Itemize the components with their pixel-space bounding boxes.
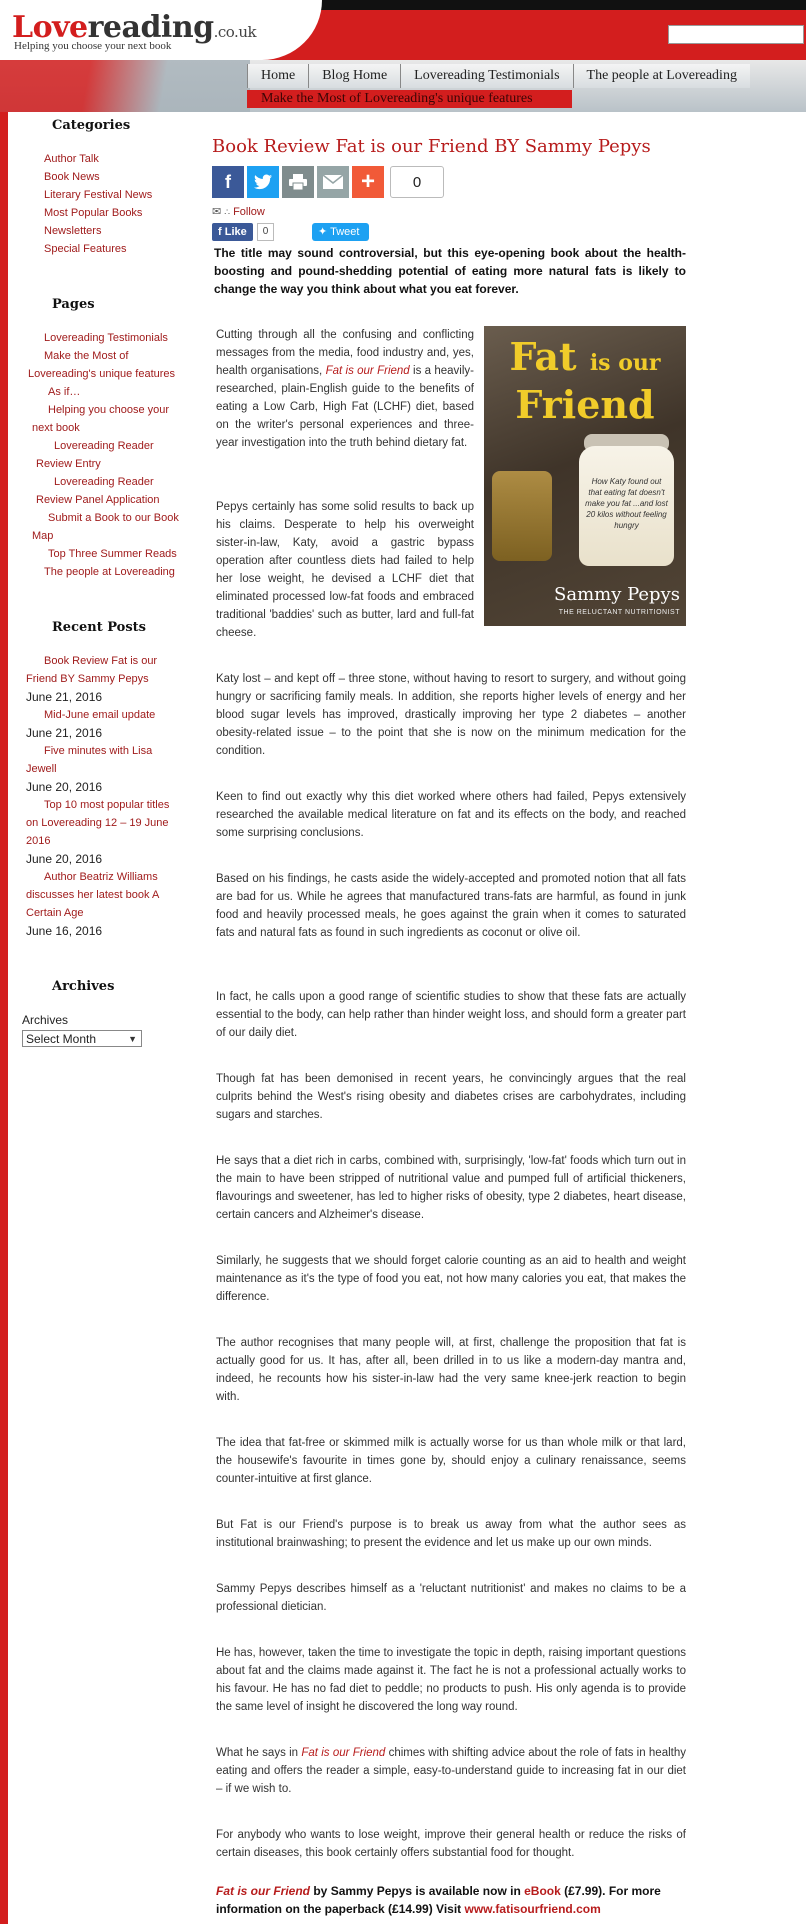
like-label: Like (224, 226, 247, 238)
follow-link[interactable] (212, 205, 265, 218)
page-link[interactable]: As if… (32, 384, 184, 401)
post-paragraph (216, 1744, 686, 1798)
recent-post-link[interactable]: discusses her latest book A (26, 887, 178, 904)
recent-post-link[interactable]: Certain Age (26, 905, 178, 922)
share-bar (212, 166, 444, 198)
book-title-emphasis: Fat is our Friend (325, 365, 410, 377)
paragraph-text: chimes with shifting advice about the role of fats in healthy eating and offers the reader a simple, easy-to-understand guide to increasing fat in our diet – if we wish to. (216, 1747, 686, 1795)
nav-subitem[interactable]: Make the Most of Lovereading's unique features (247, 90, 572, 108)
paragraph-text: is a heavily-researched, plain-English guide to the benefits of eating a Low Carb, High Fat (LCHF) diet, based on the writer's personal experiences and three-year investigation into the truth behind dietary fat. (216, 365, 474, 449)
recent-posts-title: Recent Posts (52, 620, 146, 635)
recent-post-date: June 20, 2016 (26, 780, 103, 794)
page-link[interactable]: Lovereading's unique features (28, 366, 184, 383)
category-link[interactable]: Special Features (28, 241, 172, 258)
book-cover-image (484, 326, 686, 626)
twitter-icon: ✦ (318, 226, 328, 238)
recent-post-link[interactable]: 2016 (26, 833, 178, 850)
twitter-share-button[interactable] (247, 166, 279, 198)
category-link[interactable]: Book News (28, 169, 172, 186)
recent-post-link[interactable]: Book Review Fat is our (26, 653, 178, 670)
paragraph-text: What he says in (216, 1747, 302, 1759)
more-share-button[interactable] (352, 166, 384, 198)
recent-post-link[interactable]: Five minutes with Lisa (26, 743, 178, 760)
logo-tld: .co.uk (213, 23, 257, 41)
page-link[interactable]: Helping you choose your (32, 402, 184, 419)
categories-title: Categories (52, 118, 131, 133)
page-link[interactable]: Lovereading Reader (36, 474, 184, 491)
facebook-icon: f (218, 226, 222, 238)
recent-post-date: June 16, 2016 (26, 924, 103, 938)
logo-area (0, 0, 322, 60)
logo-reading: reading (87, 10, 214, 45)
post-paragraph: He has, however, taken the time to investigate the topic in depth, raising important questions about fat and the claims made against it. The fact he is not a professional actually works to his favour. He has no fad diet to peddle; no products to push. His only agenda is to provide the same level of insight he discovered the long way round. (216, 1647, 686, 1713)
plus-icon: + (360, 168, 375, 195)
archives-select-value: Select Month (26, 1032, 97, 1046)
tweet-button[interactable] (312, 223, 369, 241)
book-title-emphasis: Fat is our Friend (301, 1747, 386, 1759)
post-paragraph: Sammy Pepys describes himself as a 'reluctant nutritionist' and makes no claims to be a professional dietician. (216, 1583, 686, 1613)
main-nav (247, 64, 750, 88)
post-paragraph (216, 326, 474, 452)
facebook-icon: f (225, 171, 231, 192)
page-link[interactable]: Review Panel Application (36, 492, 184, 509)
cover-subtitle: THE RELUCTANT NUTRITIONIST (558, 609, 680, 616)
availability-text: by Sammy Pepys is available now in (310, 1884, 525, 1898)
recent-post-date: June 21, 2016 (26, 690, 103, 704)
nav-item-people[interactable]: The people at Lovereading (573, 64, 750, 88)
envelope-icon (323, 175, 343, 189)
availability-note (216, 1882, 686, 1918)
logo-love: Love (12, 10, 88, 45)
recent-post-link[interactable]: Mid-June email update (26, 707, 178, 724)
post-paragraph: In fact, he calls upon a good range of scientific studies to show that these fats are actually essential to the body, can help rather than hinder weight loss, and should form a greater part of our daily diet. (216, 991, 686, 1039)
page-link[interactable]: Top Three Summer Reads (32, 546, 184, 563)
post-paragraph: Keen to find out exactly why this diet worked where others had failed, Pepys extensively researched the available medical literature on fat and its effects on the body, and reached some surprising conclusions. (216, 791, 686, 839)
category-link[interactable]: Author Talk (28, 151, 172, 168)
printer-icon (289, 174, 307, 190)
tweet-label: Tweet (330, 226, 360, 238)
rss-icon: ∴ (224, 207, 231, 217)
book-title-emphasis: Fat is our Friend (216, 1884, 311, 1898)
cover-title (484, 336, 686, 426)
post-paragraph: Pepys certainly has some solid results to back up his claims. Desperate to help his overweight sister-in-law, Katy, avoid a gastric bypass operation after countless diets had failed to help her lose weight, he devised a LCHF diet that eliminated processed low-fat foods and embraced traditional 'baddies' such as butter, lard and full-fat cheese. (216, 501, 474, 639)
envelope-icon: ✉ (212, 206, 222, 218)
cover-title-friend: Friend (515, 382, 655, 427)
follow-label: Follow (233, 206, 265, 218)
cover-author: Sammy Pepys (554, 584, 680, 605)
page-link[interactable]: Map (32, 528, 184, 545)
share-count: 0 (390, 166, 444, 198)
post-paragraph: Katy lost – and kept off – three stone, without having to resort to surgery, and without going hungry or sacrificing family meals. In addition, she reports higher levels of energy and her blood sugar levels has improved, drastically improving her type 2 diabetes – another obesity-related issue – to the point that she is now on the minimum medication for the condition. (216, 673, 686, 757)
archives-month-select[interactable] (22, 1030, 142, 1047)
twitter-icon (254, 174, 272, 190)
recent-post-link[interactable]: on Lovereading 12 – 19 June (26, 815, 178, 832)
nav-item-testimonials[interactable]: Lovereading Testimonials (400, 64, 572, 88)
recent-post-date: June 20, 2016 (26, 852, 103, 866)
recent-post-link[interactable]: Friend BY Sammy Pepys (26, 671, 178, 688)
facebook-share-button[interactable] (212, 166, 244, 198)
nav-swoosh (0, 60, 250, 112)
print-share-button[interactable] (282, 166, 314, 198)
search-input[interactable] (668, 25, 804, 44)
left-rail (0, 112, 8, 1924)
page-link[interactable]: Submit a Book to our Book (32, 510, 184, 527)
cover-jar-text: How Katy found out that eating fat doesn't make you fat ...and lost 20 kilos without feeling hungry (585, 477, 668, 530)
page-link[interactable]: next book (32, 420, 184, 437)
post-paragraph: Similarly, he suggests that we should forget calorie counting as an aid to health and weight maintenance as it's the type of food you eat, not how many calories you eat, that makes the difference. (216, 1255, 686, 1303)
post-paragraph: But Fat is our Friend's purpose is to break us away from what the author sees as institutional brainwashing; to present the evidence and let us make up our own minds. (216, 1519, 686, 1549)
archives-label: Archives (22, 1013, 69, 1027)
post-paragraph: The author recognises that many people will, at first, challenge the proposition that fat is actually good for us. It has, after all, been drilled in to us like a modern-day mantra and, indeed, he recounts how his sister-in-law had the very same knee-jerk reaction to begin with. (216, 1337, 686, 1403)
post-intro: The title may sound controversial, but this eye-opening book about the health-boosting and pound-shedding potential of eating more natural fats is likely to change the way you think about what you eat forever. (214, 246, 686, 296)
facebook-like-widget (212, 223, 274, 241)
chevron-down-icon: ▼ (128, 1034, 137, 1044)
tagline: Helping you choose your next book (14, 40, 172, 52)
website-link[interactable]: www.fatisourfriend.com (464, 1902, 601, 1916)
page-link[interactable]: The people at Lovereading (28, 564, 184, 581)
page-link[interactable]: Lovereading Reader (36, 438, 184, 455)
page-link[interactable]: Review Entry (36, 456, 184, 473)
nav-item-blog-home[interactable]: Blog Home (308, 64, 400, 88)
post-paragraph: For anybody who wants to lose weight, improve their general health or reduce the risks of certain diseases, this book certainly offers substantial food for thought. (216, 1829, 686, 1859)
page-link[interactable]: Lovereading Testimonials (28, 330, 184, 347)
category-link[interactable]: Literary Festival News (28, 187, 172, 204)
page-link[interactable]: Make the Most of (28, 348, 184, 365)
like-count: 0 (257, 223, 275, 241)
recent-post-date: June 21, 2016 (26, 726, 103, 740)
pages-title: Pages (52, 297, 95, 312)
category-link[interactable]: Most Popular Books (28, 205, 172, 222)
recent-post-link[interactable]: Jewell (26, 761, 178, 778)
email-share-button[interactable] (317, 166, 349, 198)
nav-item-home[interactable]: Home (247, 64, 308, 88)
post-title: Book Review Fat is our Friend BY Sammy Pepys (212, 136, 651, 157)
recent-post-link[interactable]: Top 10 most popular titles (26, 797, 178, 814)
post-paragraph: The idea that fat-free or skimmed milk is actually worse for us than whole milk or that lard, the housewife's favourite in times gone by, should enjoy a culinary renaissance, seems counter-intuitive at first glance. (216, 1437, 686, 1485)
facebook-like-button[interactable] (212, 223, 253, 241)
post-paragraph: Based on his findings, he casts aside the widely-accepted and promoted notion that all fats are bad for us. While he agrees that manufactured trans-fats are harmful, as found in junk food and heavily processed meals, he goes against the grain when it comes to saturated fats and natural fats as found in such ingredients as coconut or olive oil. (216, 873, 686, 939)
availability-text: (£7.99). For more information on the paperback (£14.99) Visit (216, 1884, 661, 1916)
cover-oil-glass (492, 471, 552, 561)
archives-title: Archives (52, 979, 115, 994)
post-paragraph: He says that a diet rich in carbs, combined with, surprisingly, 'low-fat' foods which turn out in the main to have been stripped of nutritional value and pumped full of artificial thickeners, flavourings and sweetener, has led to higher risks of obesity, type 2 diabetes, heart disease, certain cancers and Alzheimer's disease. (216, 1155, 686, 1221)
paragraph-text: Cutting through all the confusing and conflicting messages from the media, food industry and, yes, health organisations, (216, 329, 474, 377)
cover-title-fat: Fat (509, 334, 577, 379)
ebook-link[interactable]: eBook (524, 1884, 561, 1898)
post-paragraph: Though fat has been demonised in recent years, he convincingly argues that the real culprits behind the West's rising obesity and diabetes crises are carbohydrates, including sugars and starches. (216, 1073, 686, 1121)
category-link[interactable]: Newsletters (28, 223, 172, 240)
recent-post-link[interactable]: Author Beatriz Williams (26, 869, 178, 886)
cover-title-is-our: is our (589, 350, 661, 376)
